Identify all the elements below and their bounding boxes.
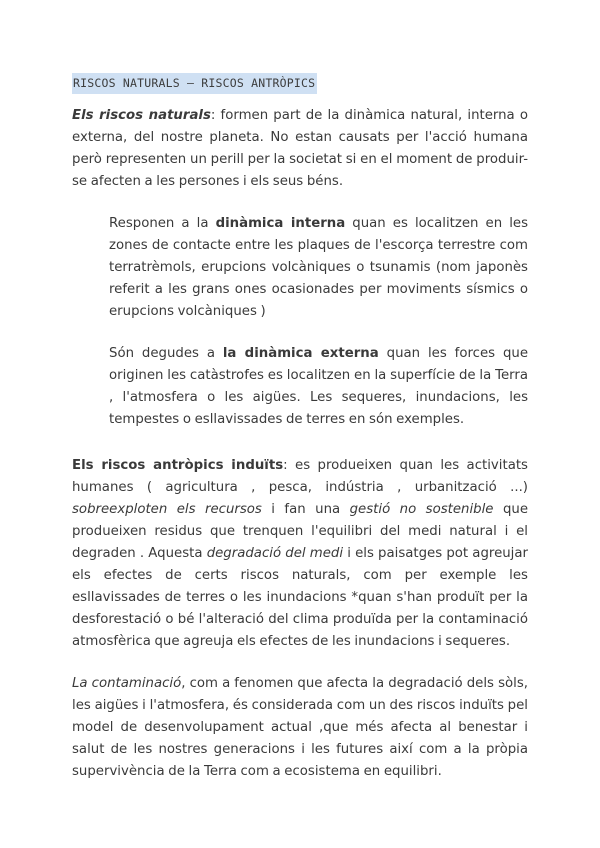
term-overexploit-resources: sobreexploten els recursos: [72, 502, 262, 517]
paragraph-anthropic-text-3: que produeixen residus que trenquen l'equilibri del medi natural i el degraden . Aquesta: [72, 502, 528, 561]
paragraph-anthropic-risks: [72, 455, 528, 653]
term-anthropic-risks: Els riscos antròpics induïts: [72, 458, 284, 473]
paragraph-natural-risks-text: : formen part de la dinàmica natural, interna o externa, del nostre planeta. No estan causats per l'acció humana però representen un perill per la societat si en el moment de produir-se afecten a les persones i els seus béns.: [72, 108, 528, 189]
paragraph-external-dynamics-pre: Són degudes a: [109, 346, 223, 361]
paragraph-internal-dynamics: [109, 213, 528, 323]
page-title: RISCOS NATURALS – RISCOS ANTRÒPICS: [72, 73, 317, 94]
paragraph-anthropic-text-1: : es produeixen quan les activitats humanes ( agricultura , pesca, indústria , urbanització ...): [72, 458, 528, 495]
paragraph-internal-dynamics-pre: Responen a la: [109, 216, 216, 231]
term-environment-degradation: degradació del medi: [206, 546, 344, 561]
paragraph-natural-risks: [72, 105, 528, 193]
term-internal-dynamics: dinàmica interna: [215, 216, 346, 231]
paragraph-external-dynamics-text: quan les forces que originen les catàstrofes es localitzen en la superfície de la Terra , l'atmosfera o les aigües. Les sequeres, inundacions, les tempestes o esllavissades de terres en són exemples.: [109, 346, 528, 427]
document-page: [72, 72, 528, 783]
paragraph-pollution-text: , com a fenomen que afecta la degradació dels sòls, les aigües i l'atmosfera, és considerada com un des riscos induïts pel model de desenvolupament actual ,que més afecta al benestar i salut de les nostres generacions i les futures així com a la pròpia supervivència de la Terra com a ecosistema en equilibri.: [72, 676, 528, 779]
term-unsustainable-management: gestió no sostenible: [349, 502, 494, 517]
paragraph-anthropic-text-4: i els paisatges pot agreujar els efectes de certs riscos naturals, com per exemple les esllavissades de terres o les inundacions *quan s'han produït per la desforestació o bé l'alteració del clima produïda per la contaminació atmosfèrica que agreuja els efectes de les inundacions i sequeres.: [72, 546, 528, 649]
paragraph-anthropic-text-2: i fan una: [261, 502, 350, 517]
paragraph-internal-dynamics-text: quan es localitzen en les zones de contacte entre les plaques de l'escorça terrestre com terratrèmols, erupcions volcàniques o tsunamis (nom japonès referit a les grans ones ocasionades per moviments sísmics o erupcions volcàniques ): [109, 216, 528, 319]
term-pollution: La contaminació: [72, 676, 182, 691]
paragraph-pollution: [72, 673, 528, 783]
term-external-dynamics: la dinàmica externa: [222, 346, 379, 361]
paragraph-external-dynamics: [109, 343, 528, 431]
indented-block: [72, 213, 528, 431]
term-natural-risks: Els riscos naturals: [72, 108, 211, 123]
